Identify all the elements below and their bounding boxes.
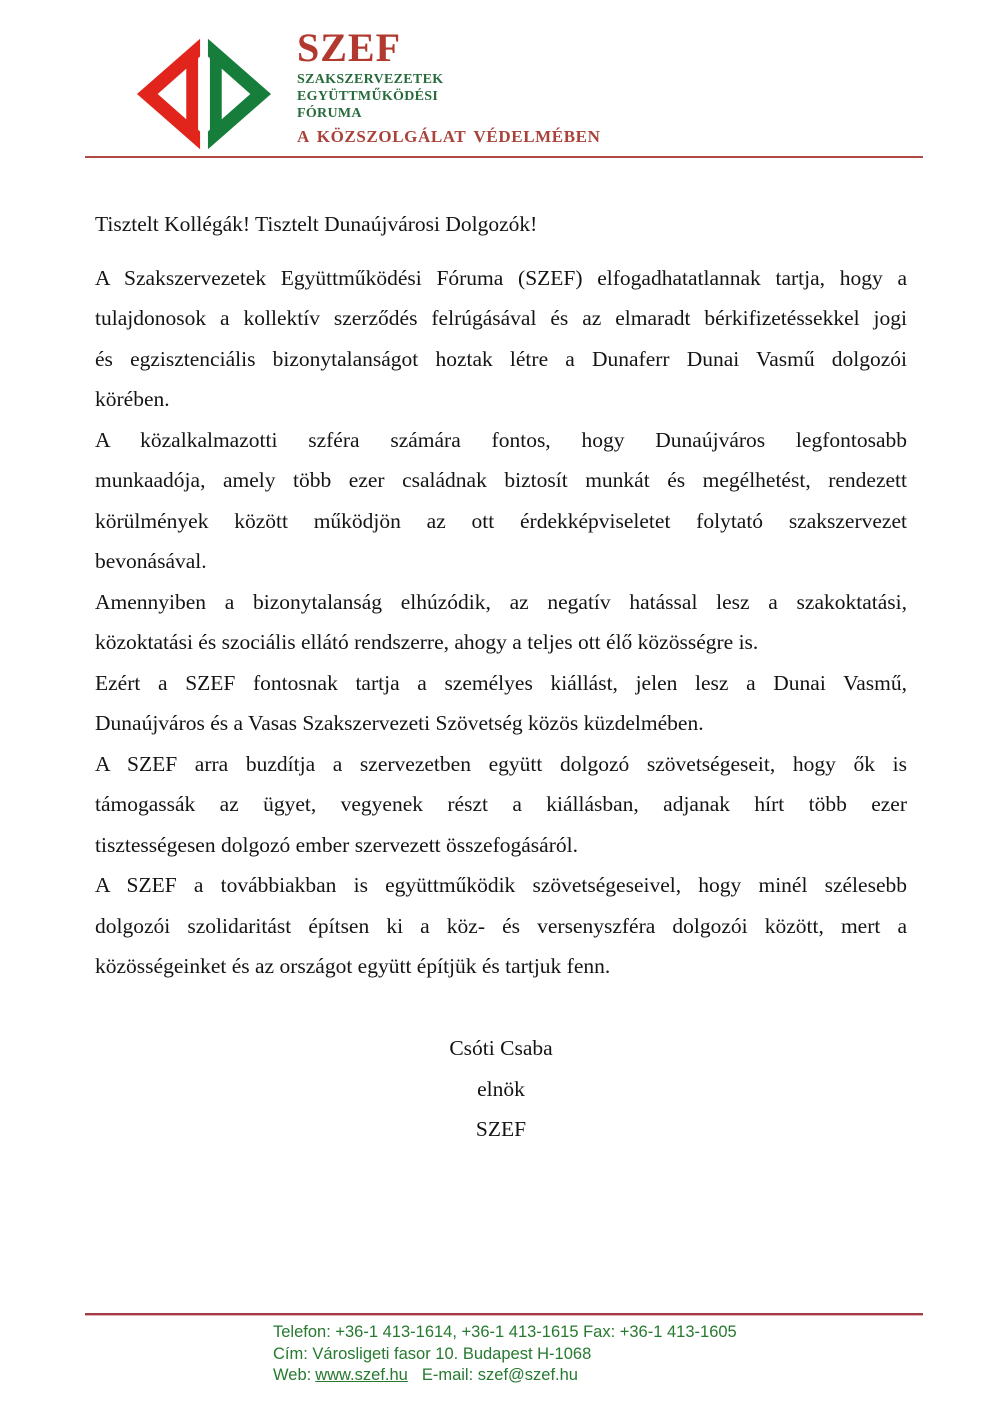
letterhead-text <box>297 25 601 147</box>
letter-greeting: Tisztelt Kollégák! Tisztelt Dunaújvárosi Dolgozók! <box>95 212 538 236</box>
letter-paragraphs <box>95 258 907 987</box>
org-name-line: EGYÜTTMŰKÖDÉSI <box>297 89 439 104</box>
signature-org: SZEF <box>475 1117 527 1141</box>
letter-line: tisztességesen dolgozó ember szervezett összefogásáról. <box>95 832 578 857</box>
org-name-line: SZAKSZERVEZETEK <box>297 72 444 87</box>
letter-line: körülmények között működjön az ott érdekképviseletet folytató szakszervezet <box>95 508 907 533</box>
org-acronym: SZEF <box>297 25 402 70</box>
letter-line: A SZEF arra buzdítja a szervezetben együtt dolgozó szövetségeseit, hogy ők is <box>95 751 907 776</box>
letter-line: körében. <box>95 387 170 411</box>
letter-body <box>95 204 907 987</box>
letter-line: közösségeinket és az országot együtt építjük és tartjuk fenn. <box>95 954 611 978</box>
letter-line: A SZEF a továbbiakban is együttműködik szövetségeseivel, hogy minél szélesebb <box>95 873 907 897</box>
header-divider <box>85 156 923 158</box>
org-name-line: FÓRUMA <box>297 106 362 121</box>
szef-logo-icon <box>135 37 273 151</box>
letter-line: A Szakszervezetek Együttműködési Fóruma (SZEF) elfogadhatatlannak tartja, hogy a <box>95 265 907 290</box>
letter-line: A közalkalmazotti szféra számára fontos, hogy Dunaújváros legfontosabb <box>95 427 907 452</box>
signature-title: elnök <box>477 1076 525 1101</box>
footer-address-line: Cím: Városligeti fasor 10. Budapest H-1068 <box>273 1344 592 1363</box>
org-name <box>297 71 600 122</box>
letter-line: és egzisztenciális bizonytalanságot hoztak létre a Dunaferr Dunai Vasmű dolgozói <box>95 346 907 371</box>
letter-line: bevonásával. <box>95 549 207 573</box>
letter-line: Amennyiben a bizonytalanság elhúzódik, az negatív hatással lesz a szakoktatási, <box>95 589 907 614</box>
signature-name: Csóti Csaba <box>449 1036 553 1060</box>
letter-line: Dunaújváros és a Vasas Szakszervezeti Szövetség közös küzdelmében. <box>95 711 704 735</box>
org-tagline: A KÖZSZOLGÁLAT VÉDELMÉBEN <box>297 127 601 146</box>
website-link[interactable]: www.szef.hu <box>315 1366 408 1384</box>
footer-divider <box>85 1313 923 1315</box>
letter-line: Ezért a SZEF fontosnak tartja a személyes kiállást, jelen lesz a Dunai Vasmű, <box>95 670 907 695</box>
web-label: Web: <box>273 1366 312 1384</box>
letter-line: dolgozói szolidaritást építsen ki a köz- és versenyszféra dolgozói között, mert a <box>95 913 907 938</box>
footer-web-line <box>273 1365 737 1387</box>
letter-line: munkaadója, amely több ezer családnak biztosít munkát és megélhetést, rendezett <box>95 468 907 492</box>
footer-phone-line: Telefon: +36-1 413-1614, +36-1 413-1615 Fax: +36-1 413-1605 <box>273 1323 737 1341</box>
footer-contact <box>273 1322 737 1387</box>
letter-line: közoktatási és szociális ellátó rendszerre, ahogy a teljes ott élő közösségre is. <box>95 630 759 654</box>
letter-line: tulajdonosok a kollektív szerződés felrúgásával és az elmaradt bérkifizetéssekkel jogi <box>95 306 907 330</box>
letter-line: támogassák az ügyet, vegyenek részt a kiállásban, adjanak hírt több ezer <box>95 792 907 816</box>
signature-block <box>95 1028 907 1150</box>
footer-email: E-mail: szef@szef.hu <box>421 1366 578 1384</box>
